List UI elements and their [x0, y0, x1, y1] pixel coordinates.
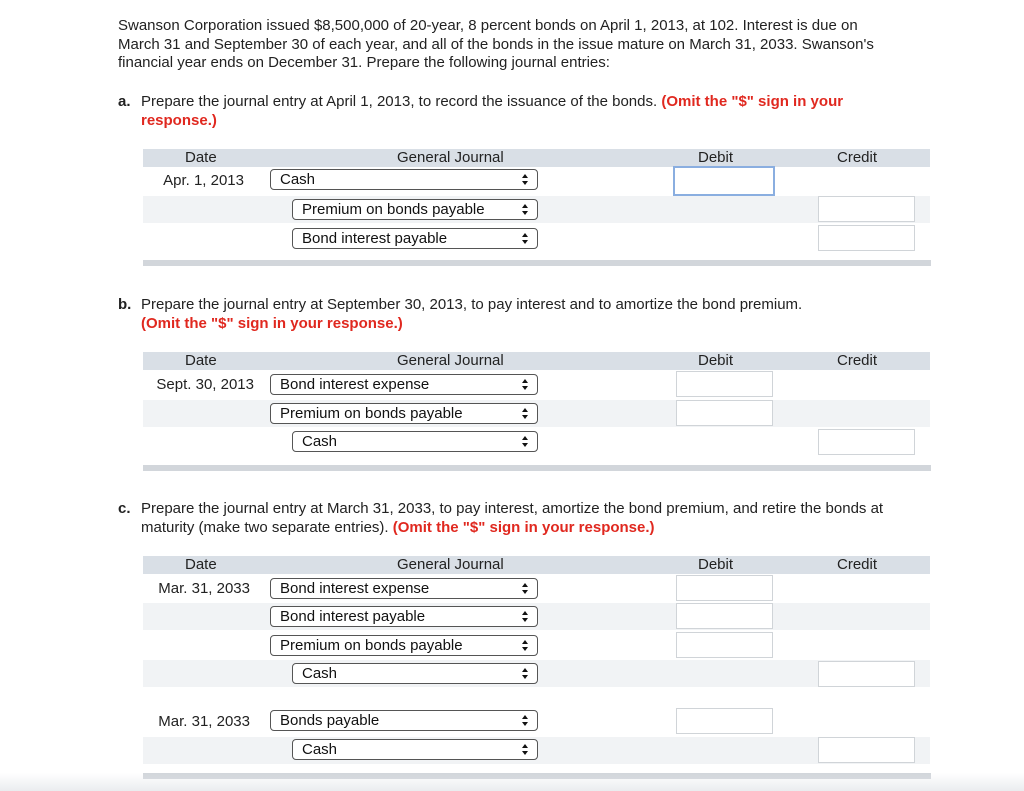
col-date: Date: [185, 149, 217, 166]
select-arrows-icon: [522, 204, 529, 215]
select-arrows-icon: [522, 668, 529, 679]
select-arrows-icon: [522, 611, 529, 622]
credit-input[interactable]: [818, 737, 915, 763]
section-divider: [143, 260, 931, 266]
entry-date: Sept. 30, 2013: [156, 376, 254, 393]
hint-text: (Omit the "$" sign in your response.): [141, 93, 844, 129]
debit-input[interactable]: [676, 632, 773, 658]
col-general-journal: General Journal: [397, 556, 504, 573]
credit-input[interactable]: [818, 225, 915, 251]
account-select[interactable]: Cash: [270, 169, 538, 190]
question-text: Prepare the journal entry at March 31, 2033, to pay interest, amortize the bond premium, and retire the bonds at maturity (make two separate entries).: [141, 500, 884, 536]
account-select[interactable]: Cash: [292, 431, 538, 452]
entry-date: Mar. 31, 2033: [158, 713, 250, 730]
question-letter: b.: [118, 296, 132, 313]
question-a: [118, 93, 908, 129]
col-debit: Debit: [698, 352, 734, 369]
debit-input[interactable]: [676, 371, 773, 397]
section-divider: [143, 465, 931, 471]
col-debit: Debit: [698, 149, 734, 166]
journal-header: [143, 149, 930, 167]
account-select[interactable]: Bond interest payable: [270, 606, 538, 627]
debit-input[interactable]: [676, 400, 773, 426]
journal-header: [143, 556, 930, 574]
col-date: Date: [185, 352, 217, 369]
debit-input[interactable]: [676, 603, 773, 629]
debit-input[interactable]: [676, 708, 773, 734]
account-select[interactable]: Bond interest payable: [292, 228, 538, 249]
account-select[interactable]: Premium on bonds payable: [270, 635, 538, 656]
col-credit: Credit: [837, 149, 878, 166]
hint-text: (Omit the "$" sign in your response.): [141, 314, 403, 332]
debit-input[interactable]: [676, 575, 773, 601]
select-arrows-icon: [522, 408, 529, 419]
col-credit: Credit: [837, 556, 878, 573]
account-select[interactable]: Cash: [292, 663, 538, 684]
select-arrows-icon: [522, 640, 529, 651]
col-credit: Credit: [837, 352, 878, 369]
entry-date: Mar. 31, 2033: [158, 580, 250, 597]
debit-input[interactable]: [673, 166, 775, 196]
account-select[interactable]: Bond interest expense: [270, 578, 538, 599]
problem-statement: Swanson Corporation issued $8,500,000 of 20-year, 8 percent bonds on April 1, 2013, at 102. Interest is due on March 31 and September 30 of each year, and all of the bonds in the issue mature on March 31, 2033. Swanson's financial year ends on December 31. Prepare the following journal entries:: [118, 17, 874, 71]
select-arrows-icon: [522, 233, 529, 244]
account-select[interactable]: Bond interest expense: [270, 374, 538, 395]
question-text: Prepare the journal entry at September 30, 2013, to pay interest and to amortize the bond premium.: [141, 296, 803, 313]
select-arrows-icon: [522, 715, 529, 726]
select-arrows-icon: [522, 436, 529, 447]
question-letter: c.: [118, 500, 131, 517]
col-debit: Debit: [698, 556, 734, 573]
journal-header: [143, 352, 930, 370]
question-c: [118, 500, 908, 536]
entry-date: Apr. 1, 2013: [163, 172, 244, 189]
col-general-journal: General Journal: [397, 352, 504, 369]
account-select[interactable]: Bonds payable: [270, 710, 538, 731]
credit-input[interactable]: [818, 429, 915, 455]
select-arrows-icon: [522, 744, 529, 755]
question-text: Prepare the journal entry at April 1, 2013, to record the issuance of the bonds.: [141, 93, 658, 110]
account-select[interactable]: Premium on bonds payable: [270, 403, 538, 424]
col-general-journal: General Journal: [397, 149, 504, 166]
select-arrows-icon: [522, 583, 529, 594]
question-b: [118, 296, 908, 332]
col-date: Date: [185, 556, 217, 573]
select-arrows-icon: [522, 379, 529, 390]
bottom-fade: [0, 773, 1024, 791]
credit-input[interactable]: [818, 196, 915, 222]
account-select[interactable]: Cash: [292, 739, 538, 760]
question-letter: a.: [118, 93, 131, 110]
credit-input[interactable]: [818, 661, 915, 687]
hint-text: (Omit the "$" sign in your response.): [392, 518, 655, 536]
select-arrows-icon: [522, 174, 529, 185]
account-select[interactable]: Premium on bonds payable: [292, 199, 538, 220]
